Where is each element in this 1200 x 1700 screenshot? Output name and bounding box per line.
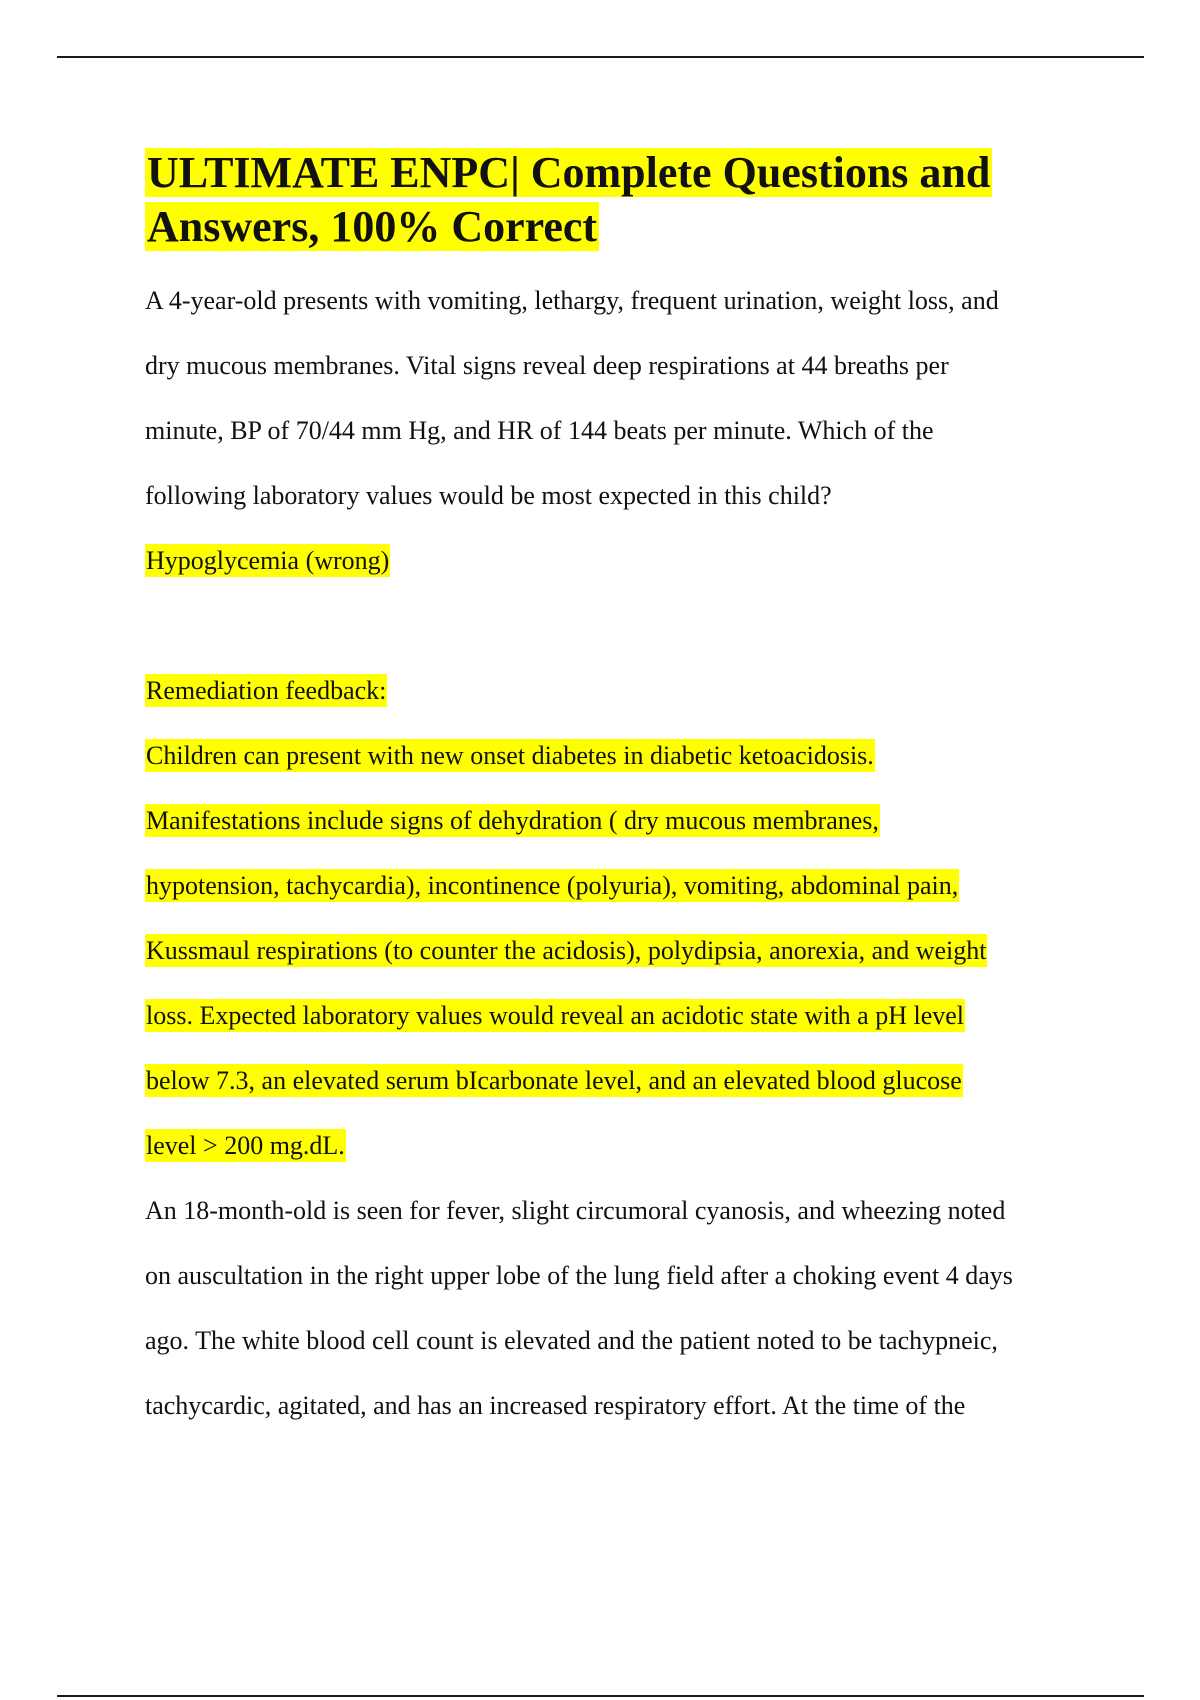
question2-line-2: on auscultation in the right upper lobe of the lung field after a choking event 4 days: [145, 1261, 1013, 1290]
question1-line-1: A 4-year-old presents with vomiting, lethargy, frequent urination, weight loss, and: [145, 286, 999, 315]
remediation-line-5: loss. Expected laboratory values would reveal an acidotic state with a pH level: [146, 1001, 964, 1030]
question1-line-2: dry mucous membranes. Vital signs reveal deep respirations at 44 breaths per: [145, 351, 949, 380]
question2-line-1: An 18-month-old is seen for fever, slight circumoral cyanosis, and wheezing noted: [145, 1196, 1006, 1225]
remediation-line-7: level > 200 mg.dL.: [146, 1131, 345, 1160]
question1-line-4: following laboratory values would be most expected in this child?: [145, 481, 832, 510]
question2-line-4: tachycardic, agitated, and has an increased respiratory effort. At the time of the: [145, 1391, 966, 1420]
remediation-line-4: Kussmaul respirations (to counter the acidosis), polydipsia, anorexia, and weight: [146, 936, 987, 965]
footer-rule: [57, 1695, 1144, 1697]
remediation-line-1: Children can present with new onset diabetes in diabetic ketoacidosis.: [146, 741, 874, 770]
question2-line-3: ago. The white blood cell count is elevated and the patient noted to be tachypneic,: [145, 1326, 998, 1355]
question1-line-3: minute, BP of 70/44 mm Hg, and HR of 144 beats per minute. Which of the: [145, 416, 934, 445]
answer1: Hypoglycemia (wrong): [146, 546, 390, 575]
remediation-line-6: below 7.3, an elevated serum bIcarbonate level, and an elevated blood glucose: [146, 1066, 962, 1095]
remediation-line-3: hypotension, tachycardia), incontinence (polyuria), vomiting, abdominal pain,: [146, 871, 959, 900]
header-rule: [57, 56, 1144, 58]
remediation-line-2: Manifestations include signs of dehydration ( dry mucous membranes,: [146, 806, 879, 835]
remediation-label: Remediation feedback:: [146, 676, 387, 705]
title-line-1: ULTIMATE ENPC| Complete Questions and: [147, 148, 991, 197]
title-line-2: Answers, 100% Correct: [147, 202, 598, 251]
document-title: [145, 146, 1145, 254]
